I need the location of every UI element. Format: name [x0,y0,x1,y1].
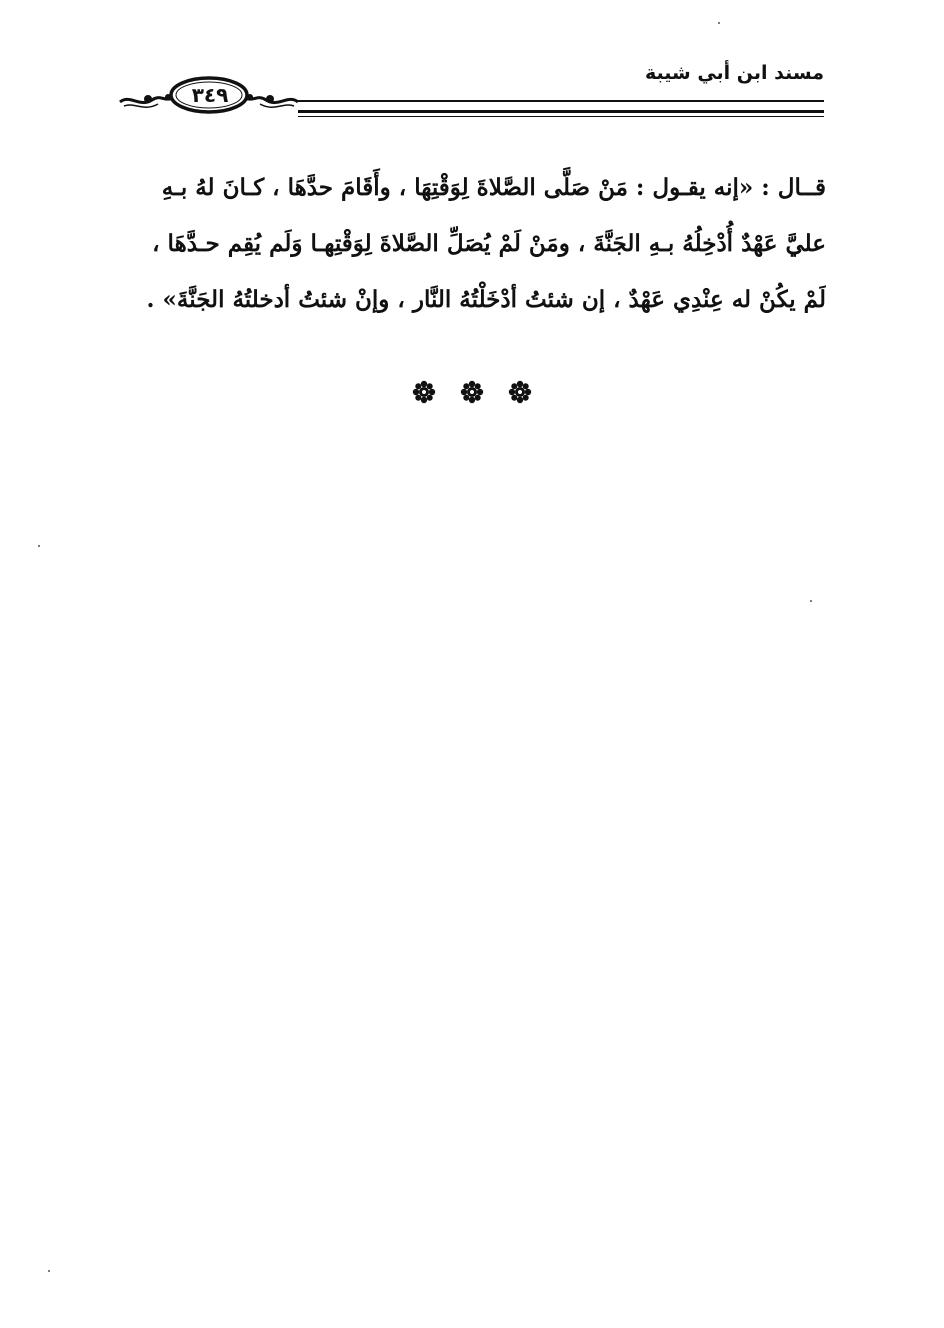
body-line-1: قــال : «إنه يقـول : مَنْ صَلَّى الصَّلاةَ لِوَقْتِهَا ، وأَقَامَ حدَّهَا ، كـانَ لهُ بـهِ [161,174,826,201]
page-number: ٣٤٩ [191,83,229,107]
flower-star-icon [508,380,532,404]
header-rule-bottom [298,116,824,117]
section-separator [0,380,944,404]
scan-speck [38,545,40,547]
body-line-3: لَمْ يكُنْ له عِنْدِي عَهْدٌ ، إن شئتُ أدْخَلْتُهُ النَّار ، وإنْ شئتُ أدخلتُهُ الجَنَّةَ» . [146,286,826,313]
flower-star-icon [412,380,436,404]
scan-speck [718,22,720,24]
body-line-2: عليَّ عَهْدٌ أُدْخِلُهُ بـهِ الجَنَّةَ ، ومَنْ لَمْ يُصَلِّ الصَّلاةَ لِوَقْتِهـا وَلَم يُقِم حـدَّهَا ، [152,230,826,257]
scan-speck [810,600,812,602]
running-title: مسند ابن أبي شيبة [644,62,824,84]
header-rule-middle [298,110,824,113]
header-rule-top [298,100,824,102]
scan-speck [48,1270,50,1272]
body-paragraph [114,160,826,328]
flower-star-icon [460,380,484,404]
